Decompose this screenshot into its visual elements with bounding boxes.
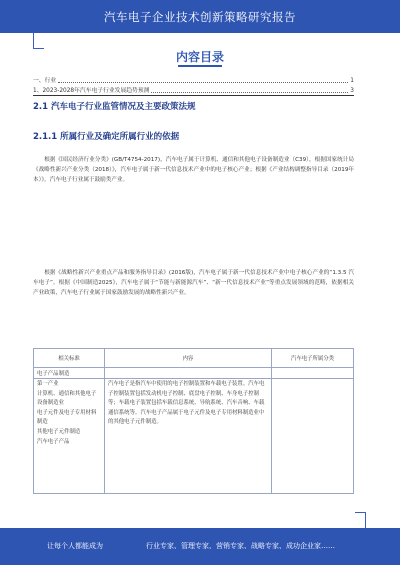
table-row — [34, 368, 354, 379]
toc-title-underline — [178, 65, 222, 67]
footer-bar — [0, 528, 400, 565]
toc-entry-page: 3 — [350, 88, 354, 94]
table-cell — [272, 379, 354, 494]
table-cell: 电子产品制造 — [34, 368, 105, 379]
subsection-heading: 2.1.1 所属行业及确定所属行业的依据 — [33, 132, 180, 142]
toc-entry-page: 1 — [350, 78, 354, 84]
table-header-cell: 相关标准 — [34, 349, 105, 368]
header-bar — [0, 0, 400, 33]
toc-leader-dots — [58, 82, 348, 83]
table-cell — [105, 368, 272, 379]
body-paragraph — [33, 155, 354, 185]
toc-entry-label: 一、行业 — [33, 78, 57, 84]
corner-mark-top-left — [33, 32, 44, 49]
toc-divider — [33, 95, 354, 96]
toc-entry-label: 1、2023-2028年汽车电子行业发展趋势预测 — [33, 88, 150, 94]
toc-leader-dots — [151, 92, 348, 93]
toc-title: 内容目录 — [175, 50, 224, 64]
body-paragraph — [33, 268, 354, 298]
corner-mark-bottom-right — [355, 512, 366, 529]
toc-entry[interactable] — [33, 75, 354, 84]
table-cell — [272, 368, 354, 379]
table-cell: 汽车电子是指汽车中使用的电子控制装置和车载电子装置。汽车电子控制装置包括发动机电子控制、底盘电子控制、车身电子控制等；车载电子装置包括车载信息系统、导航系统、汽车音响、车载通信系统等。汽车电子产品属于电子元件及电子专用材料制造业中的其他电子元件制造。 — [105, 379, 272, 494]
table-header-cell: 内容 — [105, 349, 272, 368]
paragraph-text: 根据《国民经济行业分类》(GB/T4754-2017)，汽车电子属于计算机、通信和其他电子设备制造业（C39），根据国家统计局《战略性新兴产业分类（2018）》，汽车电子属于新一代信息技术产业中的电子核心产业；根据《产业结构调整指导目录（2019年本）》，汽车电子行业属于鼓励类产业。 — [33, 157, 354, 184]
footer-tagline: 行业专家、管理专家、营销专家、战略专家、成功企业家…… — [146, 542, 335, 550]
paragraph-text: 根据《战略性新兴产业重点产品和服务指导目录》(2016版)，汽车电子属于新一代信息技术产业中电子核心产业的“1.3.5 汽车电子”。根据《中国制造2025》，汽车电子属于“节能与新能源汽车”、“新一代信息技术产业”等重点发展领域的范畴，依据相关产业政策，汽车电子行业属于国家鼓励发展的战略性新兴产业。 — [33, 270, 354, 297]
footer-slogan: 让每个人都能成为 — [47, 542, 103, 550]
table-cell: 第一产业 计算机、通信和其他电子设备制造业 电子元件及电子专用材料制造 其他电子元件制造 汽车电子产品 — [34, 379, 105, 494]
classification-table — [33, 348, 354, 494]
section-heading: 2.1 汽车电子行业监管情况及主要政策法规 — [33, 102, 196, 112]
table-row — [34, 379, 354, 494]
table-header-cell: 汽车电子所属分类 — [272, 349, 354, 368]
table-header-row — [34, 349, 354, 368]
document-title: 汽车电子企业技术创新策略研究报告 — [104, 10, 296, 24]
toc-entry[interactable] — [33, 85, 354, 94]
